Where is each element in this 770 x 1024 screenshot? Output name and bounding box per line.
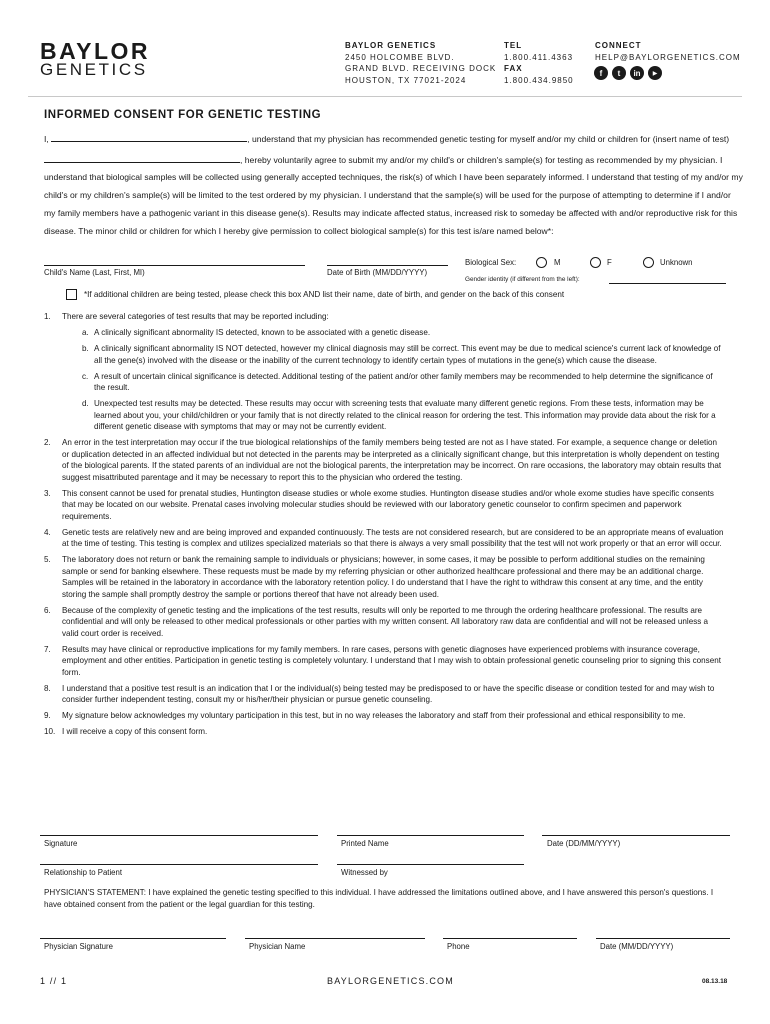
sex-m-label: M: [554, 258, 561, 267]
intro-prefix: I,: [44, 134, 49, 144]
physician-date-field[interactable]: [596, 938, 730, 939]
consent-terms-list: [44, 311, 724, 742]
twitter-icon[interactable]: t: [612, 66, 626, 80]
contact-email[interactable]: HELP@BAYLORGENETICS.COM: [595, 52, 741, 62]
signature-label: Signature: [44, 839, 78, 848]
intro-line-3: understand that biological samples will be collected using generally accepted techniques, the risk(s) of which I have been separately informed. I understand that testing of my and/or my: [44, 172, 743, 182]
child-name-field[interactable]: [44, 265, 305, 266]
biological-sex-label: Biological Sex:: [465, 258, 517, 267]
list-item: [44, 488, 724, 523]
list-item: [44, 311, 724, 433]
list-item: [44, 605, 724, 640]
child-dob-field[interactable]: [327, 265, 448, 266]
footer-website[interactable]: BAYLORGENETICS.COM: [327, 976, 454, 986]
sub-text: A result of uncertain clinical significance is detected. Additional testing of the patient and/or other family members may be recommended to help determine the significance of the result.: [94, 371, 713, 392]
sex-f-label: F: [607, 258, 612, 267]
phone-label: Phone: [447, 942, 470, 951]
fax-title: FAX: [504, 64, 523, 73]
test-name-field[interactable]: [44, 154, 240, 163]
list-item: [44, 683, 724, 706]
item-text: My signature below acknowledges my voluntary participation in this test, but in no way releases the laboratory and staff from their professional and ethical responsibility to me.: [62, 711, 686, 720]
list-item: [44, 527, 724, 550]
item-text: Because of the complexity of genetic testing and the implications of the test results, results will only be reported to me through the ordering healthcare professional. The results are confidential and will only be released to other medical professionals or other parties with my written consent. All laboratory raw data are confidential and will not be released unless a valid court order is received.: [62, 605, 709, 638]
item-text: The laboratory does not return or bank the remaining sample to individuals or physicians; however, in some cases, it may be possible to perform additional studies on the remaining sample or send for banking elsewhere. These requests must be made by my referring physician or other authorized healthcare professional and there may be an additional charge. Samples will be retained in the laboratory in accordance with the laboratory retention policy. I do understand that I have the right to withdraw this consent at any time, and the entity storing the sample shall promptly destroy the sample or portions thereof that have not already been used.: [62, 555, 705, 599]
sex-m-radio[interactable]: [536, 257, 547, 268]
item-text: There are several categories of test results that may be reported including:: [62, 312, 329, 321]
linkedin-icon[interactable]: in: [630, 66, 644, 80]
item-text: I understand that a positive test result is an indication that I or the individual(s) being tested may be predisposed to or have the specific disease or condition tested for and may wish to consider further independent testing, consult my or his/her/their physician or pursue genetic counseling.: [62, 683, 715, 704]
intro-line-1: [44, 133, 730, 144]
intro-line-6: disease. The minor child or children for which I hereby give permission to collect biological sample(s) for this test is/are named below*:: [44, 226, 554, 236]
logo-wordmark: BAYLOR: [40, 38, 150, 64]
physician-date-label: Date (MM/DD/YYYY): [600, 942, 674, 951]
list-item: [44, 554, 724, 600]
item-number: 7.: [44, 644, 51, 654]
sex-unknown-radio[interactable]: [643, 257, 654, 268]
tel-title: TEL: [504, 41, 523, 50]
gender-identity-label: Gender identity (if different from the left):: [465, 276, 580, 283]
sub-text: Unexpected test results may be detected. These results may occur with screening tests that evaluate many different genetic regions. From these tests, information may be learned about you, your child/children or your family that is not directly related to the clinical reason for ordering the test. This information may provide data about the risk for a different genetic disease with symptoms that may or may not be currently evident.: [94, 399, 716, 431]
relationship-label: Relationship to Patient: [44, 868, 123, 877]
sex-unknown-label: Unknown: [660, 258, 693, 267]
social-links: [594, 66, 662, 80]
document-title: INFORMED CONSENT FOR GENETIC TESTING: [44, 109, 322, 121]
sub-item: [62, 343, 724, 366]
connect-block: [595, 40, 741, 63]
item-text: Results may have clinical or reproductive implications for my family members. In rare cases, persons with genetic diagnoses have experienced problems with insurance coverage, employment and other entities. Participation in genetic testing is completely voluntary. I understand that I may wish to obtain professional genetic counseling prior to signing this consent form.: [62, 644, 721, 677]
sign-date-label: Date (DD/MM/YYYY): [547, 839, 621, 848]
patient-name-field[interactable]: [51, 133, 247, 142]
sub-item: [62, 327, 724, 339]
item-number: 5.: [44, 555, 51, 564]
item-text: I will receive a copy of this consent form.: [62, 727, 208, 736]
item-number: 10.: [44, 727, 56, 736]
address-block: [345, 40, 496, 86]
item-number: 3.: [44, 488, 51, 498]
sub-text: A clinically significant abnormality IS NOT detected, however my clinical diagnosis may still be correct. This event may be due to medical science's current lack of knowledge of all the gene(s) involved with the disease or the inability of the current technology to identify certain types of mutations in the gene(s) which cause the disease.: [94, 344, 721, 365]
physician-signature-label: Physician Signature: [44, 942, 113, 951]
list-item: [44, 710, 724, 722]
sub-item: [62, 398, 724, 433]
signature-field[interactable]: [40, 835, 318, 836]
additional-children-note: *If additional children are being tested, please check this box AND list their name, date of birth, and gender on the back of this consent: [84, 290, 565, 299]
intro-line-4: child's or my children's sample(s) will be limited to the test ordered by my physician. I understand that the sample(s) will be used for the purpose of attempting to determine if I and/or: [44, 190, 731, 200]
item-number: 4.: [44, 527, 51, 537]
child-dob-label: Date of Birth (MM/DD/YYYY): [327, 268, 428, 277]
sex-f-radio[interactable]: [590, 257, 601, 268]
printed-name-field[interactable]: [337, 835, 524, 836]
connect-title: CONNECT: [595, 41, 642, 50]
child-name-label: Child's Name (Last, First, MI): [44, 268, 145, 277]
address-line: HOUSTON, TX 77021-2024: [345, 75, 467, 85]
address-line: 2450 HOLCOMBE BLVD.: [345, 52, 455, 62]
gender-identity-field[interactable]: [609, 283, 726, 284]
list-item: [44, 726, 724, 738]
item-number: 1.: [44, 312, 51, 321]
printed-name-label: Printed Name: [341, 839, 389, 848]
item-number: 2.: [44, 438, 51, 447]
intro-line-2: [44, 154, 724, 165]
sign-date-field[interactable]: [542, 835, 730, 836]
logo-subtitle: GENETICS: [40, 60, 148, 79]
sub-letter: d.: [82, 399, 89, 408]
sub-letter: c.: [82, 371, 89, 381]
list-item: [44, 437, 724, 483]
item-text: This consent cannot be used for prenatal studies, Huntington disease studies or whole exome studies. Huntington disease studies and/or whole exome studies have specific consents that may be located on our website. Prenatal cases involving molecular studies should be reviewed with our laboratory genetic counselor to confirm specimen and paperwork requirements.: [62, 488, 714, 521]
additional-children-checkbox[interactable]: [66, 289, 77, 300]
physician-name-field[interactable]: [245, 938, 425, 939]
sub-item: [62, 371, 724, 394]
list-item: [44, 644, 724, 679]
sub-letter: a.: [82, 328, 89, 337]
item-number: 8.: [44, 683, 51, 693]
intro-line-5: my family members have a pathogenic variant in this disease gene(s). Results may indicate affected status, increased risk to someday be affected with and/or reproductive risk for this: [44, 208, 738, 218]
physician-statement: PHYSICIAN'S STATEMENT: I have explained the genetic testing specified to this individual. I have addressed the limitations outlined above, and I have answered this person's questions. I have obtained consent from the patient or the legal guardian for this testing.: [44, 888, 714, 909]
relationship-field[interactable]: [40, 864, 318, 865]
phone-field[interactable]: [443, 938, 577, 939]
page-number: 1 // 1: [40, 976, 68, 986]
witness-label: Witnessed by: [341, 868, 388, 877]
item-text: Genetic tests are relatively new and are being improved and expanded continuously. The tests are not considered research, but are considered to be an appropriate means of evaluation at the time of testing. This testing is complex and utilizes specialized materials so that there is always a very small possibility that the test will not work properly or that an error will occur.: [62, 527, 724, 548]
youtube-icon[interactable]: ▶: [648, 66, 662, 80]
physician-name-label: Physician Name: [249, 942, 306, 951]
physician-signature-field[interactable]: [40, 938, 226, 939]
item-number: 6.: [44, 605, 51, 615]
phone-block: [504, 40, 574, 86]
facebook-icon[interactable]: f: [594, 66, 608, 80]
fax-value: 1.800.434.9850: [504, 75, 574, 85]
intro-text: , hereby voluntarily agree to submit my and/or my child's or children's sample(s) for testing as recommended by my physician. I: [240, 155, 723, 165]
tel-value: 1.800.411.4363: [504, 52, 574, 62]
sub-text: A clinically significant abnormality IS detected, known to be associated with a genetic disease.: [94, 328, 431, 337]
sub-letter: b.: [82, 344, 89, 353]
witness-field[interactable]: [337, 864, 524, 865]
intro-text: , understand that my physician has recommended genetic testing for myself and/or my child or children for (insert name of test): [247, 134, 730, 144]
item-text: An error in the test interpretation may occur if the true biological relationships of the family members being tested are not as I have stated. For example, a sequence change or deletion or duplication detected in an affected individual but not detected in the parents may be interpreted as a clinically significant change, but this interpretation is wholly dependent on testing of the biological parents. If the stated parents of an individual are not the biological parents, the interpretation may be incorrect. On rare occasions, the laboratory may obtain results that suggest misattributed parentage and it may be necessary to report this to the physician who ordered the testing.: [62, 438, 722, 482]
address-line: GRAND BLVD. RECEIVING DOCK: [345, 64, 497, 73]
header-divider: [28, 96, 742, 97]
item-number: 9.: [44, 711, 51, 720]
address-title: BAYLOR GENETICS: [345, 41, 437, 50]
revision-code: 08.13.18: [702, 978, 728, 985]
